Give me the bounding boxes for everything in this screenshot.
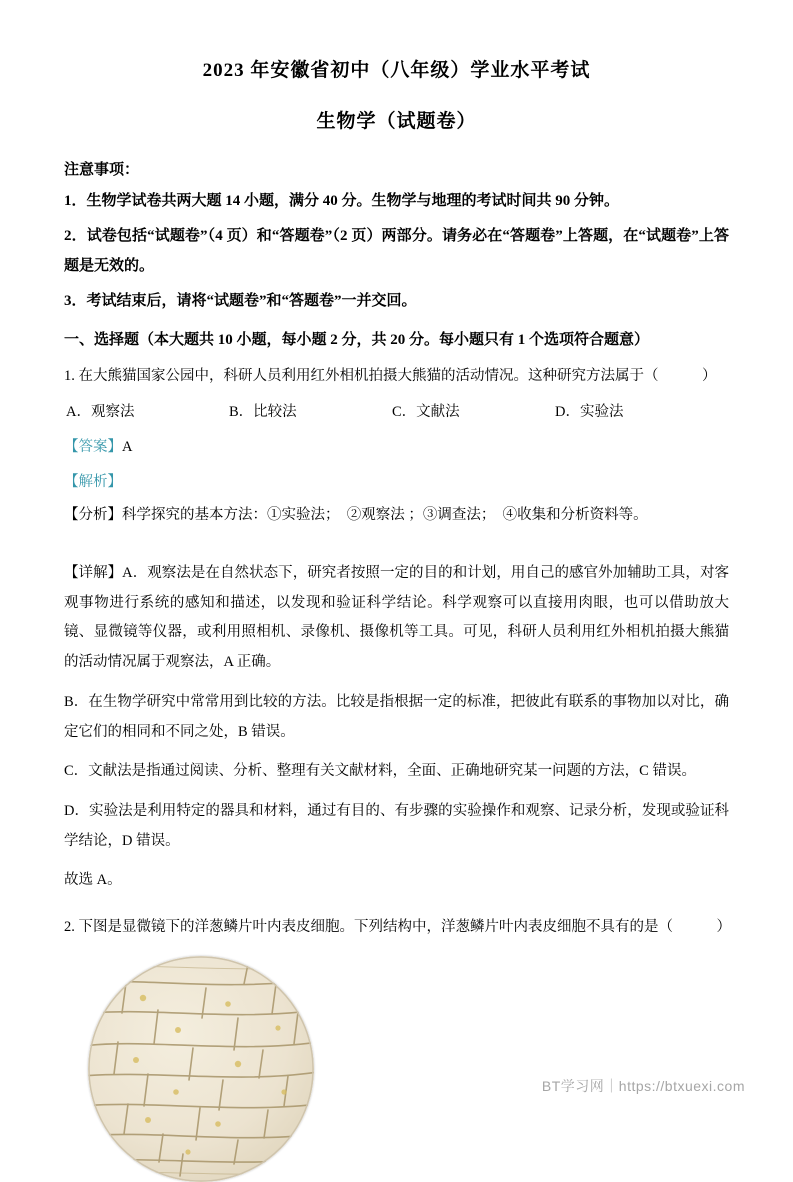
option-c: C．文献法 <box>392 404 460 421</box>
question-2-stem: 2. 下图是显微镜下的洋葱鳞片叶内表皮细胞。下列结构中，洋葱鳞片叶内表皮细胞不具有的是（ ） <box>64 919 731 936</box>
option-b: B．比较法 <box>229 404 297 421</box>
option-d: D．实验法 <box>555 404 624 421</box>
jiexi-line <box>64 470 729 491</box>
exam-subtitle: 生物学（试题卷） <box>316 110 477 132</box>
answer-label: 【答案】 <box>64 439 122 456</box>
analysis-paragraph: 【分析】科学探究的基本方法：①实验法； ②观察法 ；③调查法； ④收集和分析资料等。 <box>64 507 648 524</box>
notice-heading: 注意事项： <box>64 161 140 178</box>
exam-title: 2023 年安徽省初中（八年级）学业水平考试 <box>202 60 591 81</box>
detail-paragraph-c: C．文献法是指通过阅读、分析、整理有关文献材料，全面、正确地研究某一问题的方法，C 错误。 <box>64 763 696 780</box>
question-1-options <box>64 400 729 421</box>
notice-item-1: 1．生物学试卷共两大题 14 小题，满分 40 分。生物学与地理的考试时间共 90 分钟。 <box>64 193 620 210</box>
detail-paragraph-d: D．实验法是利用特定的器具和材料，通过有目的、有步骤的实验操作和观察、记录分析，发现或验证科学结论，D 错误。 <box>64 802 729 849</box>
option-a: A．观察法 <box>66 404 135 421</box>
notice-item-3: 3．考试结束后，请将“试题卷”和“答题卷”一并交回。 <box>64 292 417 309</box>
onion-cells-image <box>88 956 314 1182</box>
answer-line <box>64 435 729 456</box>
site-watermark: BT学习网｜https://btxuexi.com <box>541 1078 745 1094</box>
onion-cells-micrograph-svg <box>88 956 314 1182</box>
notice-item-2: 2．试卷包括“试题卷”（4 页）和“答题卷”（2 页）两部分。请务必在“答题卷”上答题，在“试题卷”上答题是无效的。 <box>64 228 729 274</box>
conclusion-line: 故选 A。 <box>64 872 122 889</box>
detail-paragraph-a: 【详解】A．观察法是在自然状态下，研究者按照一定的目的和计划，用自己的感官外加辅助工具，对客观事物进行系统的感知和描述，以发现和验证科学结论。科学观察可以直接用肉眼，也可以借助放大镜、显微镜等仪器，或利用照相机、录像机、摄像机等工具。可见，科研人员利用红外相机拍摄大熊猫的活动情况属于观察法，A 正确。 <box>64 564 729 671</box>
section-heading-choice: 一、选择题（本大题共 10 小题，每小题 2 分，共 20 分。每小题只有 1 个选项符合题意） <box>64 332 650 349</box>
detail-paragraph-b: B．在生物学研究中常常用到比较的方法。比较是指根据一定的标准，把彼此有联系的事物加以对比，确定它们的相同和不同之处，B 错误。 <box>64 693 729 740</box>
answer-value: A <box>122 439 133 456</box>
question-1-stem: 1. 在大熊猫国家公园中，科研人员利用红外相机拍摄大熊猫的活动情况。这种研究方法属于（ ） <box>64 367 717 384</box>
jiexi-label: 【解析】 <box>64 474 122 491</box>
